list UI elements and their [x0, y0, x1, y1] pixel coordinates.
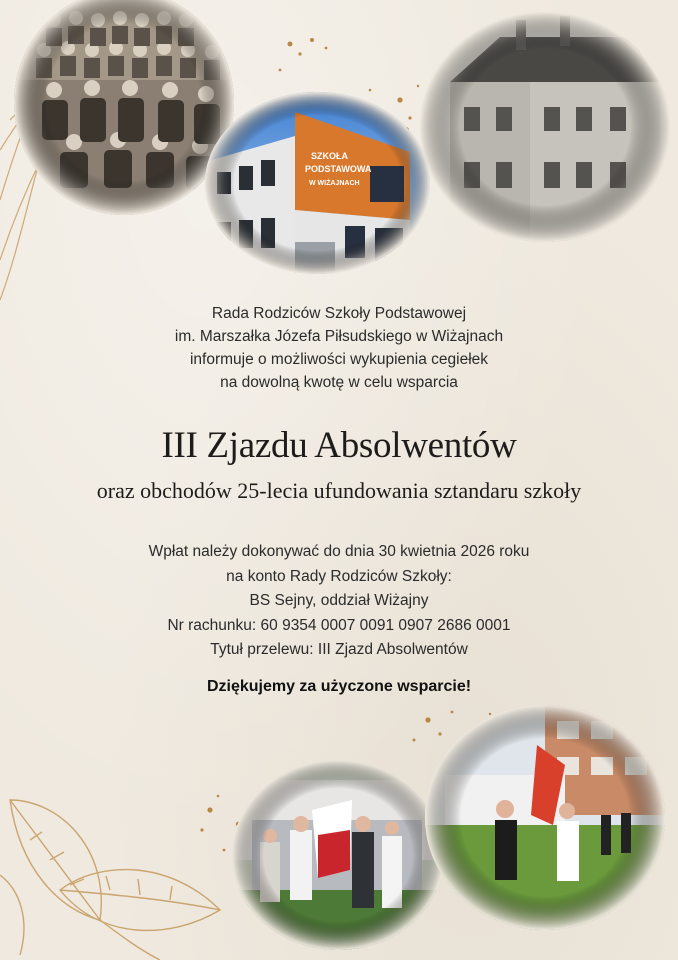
school-sign-line1: SZKOŁA: [311, 151, 348, 161]
historic-school-building-photo: [420, 12, 670, 242]
payment-deadline: Wpłat należy dokonywać do dnia 30 kwietnia 2026 roku: [148, 543, 530, 560]
intro-line-2: im. Marszałka Józefa Piłsudskiego w Wiżajnach: [174, 328, 504, 345]
intro-text: [0, 302, 678, 394]
payment-account-number: Nr rachunku: 60 9354 0007 0091 0907 2686 0001: [167, 616, 511, 634]
flag-ceremony-photo-left: [232, 760, 444, 950]
school-sign-line3: W WIŻAJNACH: [309, 180, 360, 187]
payment-details: [0, 540, 678, 663]
thanks-message: Dziękujemy za użyczone wsparcie!: [206, 678, 472, 695]
payment-bank: BS Sejny, oddział Wiżajny: [249, 592, 429, 609]
event-subtitle: oraz obchodów 25-lecia ufundowania sztandaru szkoły: [96, 478, 582, 503]
intro-line-4: na dowolną kwotę w celu wsparcia: [220, 374, 458, 391]
modern-school-building-photo: [205, 92, 430, 274]
intro-line-3: informuje o możliwości wykupienia cegiełek: [189, 351, 489, 368]
school-sign-line2: PODSTAWOWA: [305, 164, 372, 174]
flag-ceremony-photo-right: [425, 705, 665, 930]
event-title: III Zjazdu Absolwentów: [161, 425, 517, 466]
historic-class-photo: [14, 0, 234, 215]
intro-line-1: Rada Rodziców Szkoły Podstawowej: [211, 305, 467, 322]
payment-transfer-title: Tytuł przelewu: III Zjazd Absolwentów: [210, 641, 468, 658]
payment-account-owner: na konto Rady Rodziców Szkoły:: [226, 567, 452, 585]
